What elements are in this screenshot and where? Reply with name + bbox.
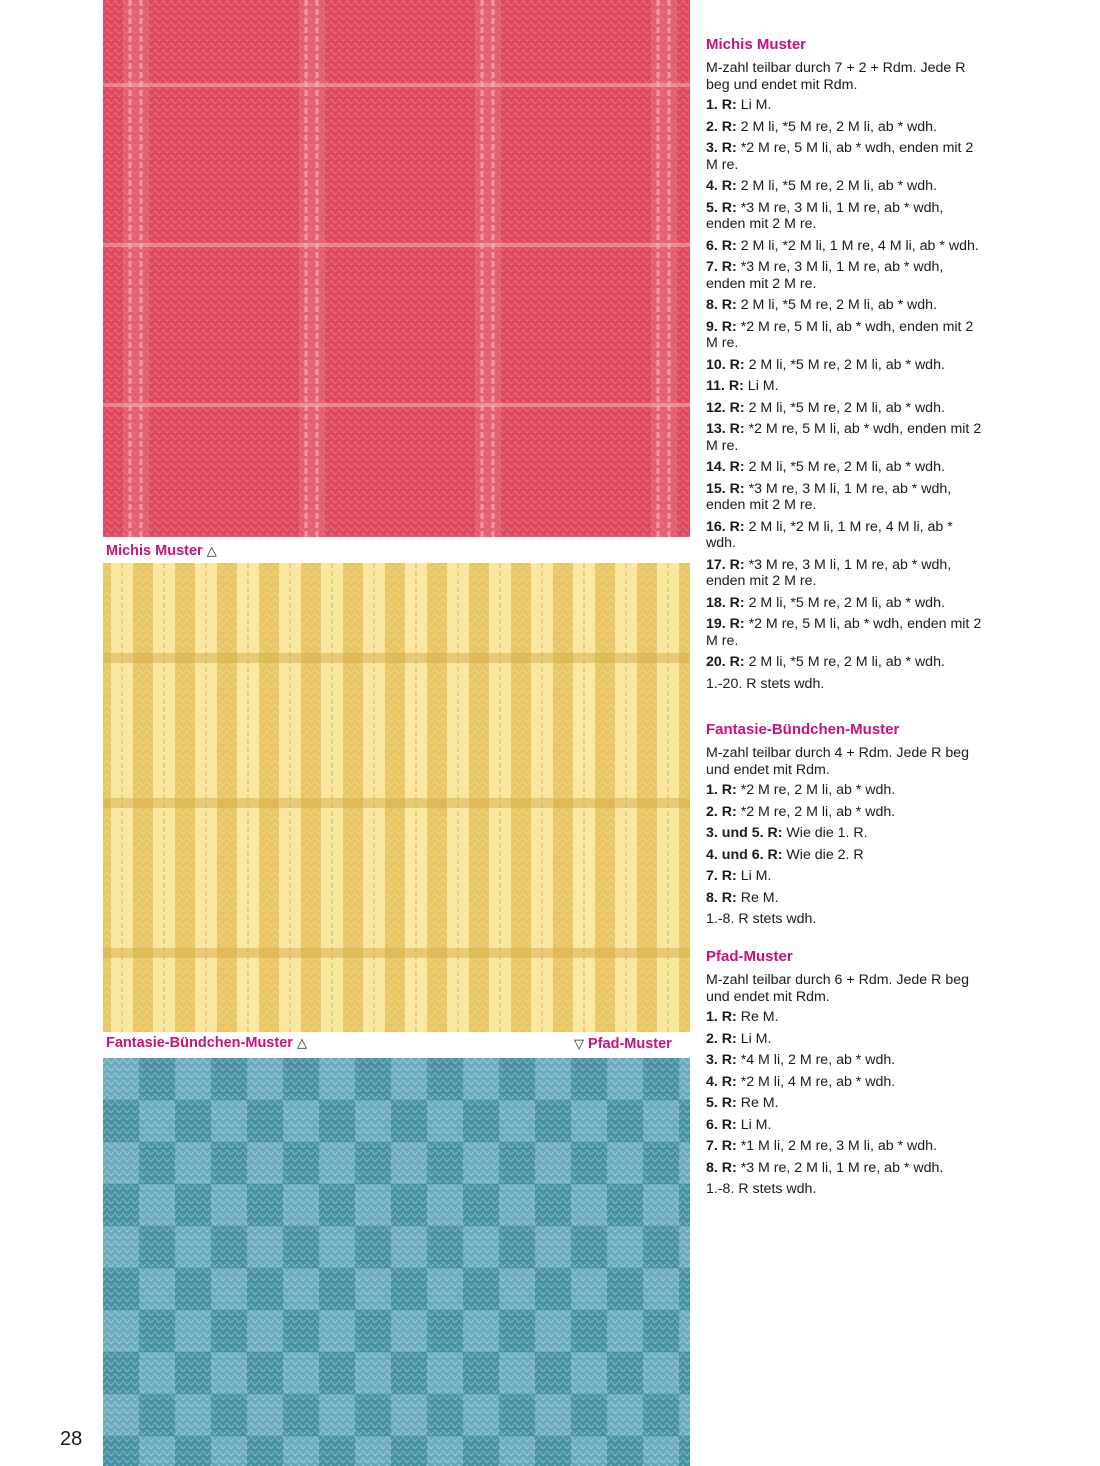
row-label: 1. R:: [706, 1009, 737, 1025]
instruction-row: [706, 1117, 984, 1134]
row-label: 3. R:: [706, 140, 737, 156]
instruction-row: [706, 459, 984, 476]
instruction-row: [706, 421, 984, 454]
repeat-note: 1.-20. R stets wdh.: [706, 675, 825, 692]
row-label: 11. R:: [706, 378, 744, 394]
row-label: 20. R:: [706, 654, 745, 670]
fantasie-buendchen-swatch: [103, 563, 690, 1032]
row-label: 8. R:: [706, 297, 737, 313]
row-label: 13. R:: [706, 421, 745, 437]
instruction-row: [706, 654, 984, 671]
section-intro: M-zahl teilbar durch 6 + Rdm. Jede R beg und endet mit Rdm.: [706, 972, 969, 1005]
instruction-row: [706, 97, 984, 114]
row-label: 5. R:: [706, 199, 737, 216]
row-label: 10. R:: [706, 356, 745, 373]
row-label: 2. R:: [706, 1030, 737, 1047]
row-label: 4. R:: [706, 178, 737, 194]
row-label: 17. R:: [706, 556, 745, 573]
row-label: 1. R:: [706, 97, 737, 113]
instruction-row: [706, 519, 984, 552]
section-title: Pfad-Muster: [706, 948, 793, 965]
row-label: 2. R:: [706, 803, 737, 820]
row-label: 19. R:: [706, 616, 745, 632]
caption-michis-muster: [106, 542, 217, 560]
michis-muster-knit-texture: [103, 0, 690, 537]
row-text: 2 M li, *5 M re, 2 M li, ab * wdh.: [744, 399, 945, 416]
instruction-row: [706, 140, 984, 173]
instruction-row: [706, 400, 984, 417]
instruction-row: [706, 890, 984, 907]
row-text: 2 M li, *5 M re, 2 M li, ab * wdh.: [744, 594, 945, 611]
row-text: *2 M re, 2 M li, ab * wdh.: [736, 782, 896, 798]
row-label: 7. R:: [706, 1138, 737, 1154]
row-text: Li M.: [743, 378, 779, 394]
instruction-row: [706, 481, 984, 514]
instruction-row: [706, 868, 984, 885]
section-michis-muster: [706, 36, 984, 697]
instruction-row: [706, 259, 984, 292]
row-text: *2 M re, 5 M li, ab * wdh, enden mit 2 M re.: [706, 318, 974, 351]
row-text: Wie die 2. R: [782, 846, 864, 863]
row-text: *2 M re, 5 M li, ab * wdh, enden mit 2 M re.: [706, 616, 982, 649]
row-label: 4. und 6. R:: [706, 846, 783, 863]
row-text: *3 M re, 3 M li, 1 M re, ab * wdh, enden mit 2 M re.: [706, 199, 944, 232]
row-label: 9. R:: [706, 318, 737, 335]
row-label: 6. R:: [706, 237, 737, 254]
caption-fantasie-buendchen-muster: [106, 1034, 307, 1052]
row-text: *3 M re, 2 M li, 1 M re, ab * wdh.: [736, 1159, 944, 1176]
repeat-note: 1.-8. R stets wdh.: [706, 1181, 817, 1197]
instruction-row: [706, 847, 984, 864]
instruction-row: [706, 119, 984, 136]
row-text: 2 M li, *5 M re, 2 M li, ab * wdh.: [736, 118, 938, 135]
row-label: 15. R:: [706, 480, 745, 497]
row-label: 5. R:: [706, 1095, 737, 1111]
up-triangle-icon: △: [206, 543, 217, 558]
row-text: Li M.: [736, 868, 772, 884]
fantasie-buendchen-knit-texture: [103, 563, 690, 1032]
instruction-row: [706, 1160, 984, 1177]
instruction-rows: [706, 1009, 984, 1176]
row-text: *1 M li, 2 M re, 3 M li, ab * wdh.: [736, 1138, 938, 1154]
row-label: 8. R:: [706, 1159, 737, 1176]
row-label: 4. R:: [706, 1073, 737, 1090]
instruction-rows: [706, 97, 984, 671]
repeat-note: 1.-8. R stets wdh.: [706, 911, 817, 927]
instruction-row: [706, 1138, 984, 1155]
down-triangle-icon: ▽: [574, 1036, 584, 1051]
caption-michis-label: Michis Muster: [106, 543, 203, 559]
row-label: 2. R:: [706, 118, 737, 135]
up-triangle-icon: △: [296, 1035, 307, 1050]
page-number: 28: [60, 1428, 83, 1450]
row-text: 2 M li, *5 M re, 2 M li, ab * wdh.: [736, 178, 938, 194]
instruction-row: [706, 1009, 984, 1026]
row-label: 12. R:: [706, 399, 745, 416]
caption-pfad-muster: [574, 1035, 672, 1053]
row-label: 7. R:: [706, 259, 737, 275]
instruction-row: [706, 238, 984, 255]
instruction-row: [706, 357, 984, 374]
michis-muster-swatch: [103, 0, 690, 537]
row-label: 3. R:: [706, 1052, 737, 1068]
row-label: 1. R:: [706, 782, 737, 798]
row-label: 18. R:: [706, 594, 745, 611]
instruction-row: [706, 297, 984, 314]
row-text: 2 M li, *5 M re, 2 M li, ab * wdh.: [744, 654, 945, 670]
row-text: 2 M li, *2 M li, 1 M re, 4 M li, ab * wdh.: [706, 518, 953, 551]
row-label: 3. und 5. R:: [706, 825, 783, 841]
row-text: *2 M re, 2 M li, ab * wdh.: [736, 803, 896, 820]
instruction-row: [706, 616, 984, 649]
row-text: 2 M li, *5 M re, 2 M li, ab * wdh.: [744, 356, 945, 373]
instruction-row: [706, 1095, 984, 1112]
row-label: 14. R:: [706, 459, 745, 475]
caption-fantasie-label: Fantasie-Bündchen-Muster: [106, 1035, 293, 1051]
row-text: *2 M re, 5 M li, ab * wdh, enden mit 2 M re.: [706, 140, 974, 173]
row-text: *2 M li, 4 M re, ab * wdh.: [736, 1073, 896, 1090]
instruction-row: [706, 1074, 984, 1091]
instruction-row: [706, 557, 984, 590]
instruction-row: [706, 825, 984, 842]
instruction-row: [706, 804, 984, 821]
row-text: 2 M li, *5 M re, 2 M li, ab * wdh.: [744, 459, 945, 475]
row-text: Li M.: [736, 97, 772, 113]
instruction-rows: [706, 782, 984, 906]
instruction-row: [706, 200, 984, 233]
row-text: 2 M li, *5 M re, 2 M li, ab * wdh.: [736, 297, 938, 313]
row-text: Re M.: [736, 1009, 779, 1025]
instruction-row: [706, 1031, 984, 1048]
row-text: *3 M re, 3 M li, 1 M re, ab * wdh, enden mit 2 M re.: [706, 556, 952, 589]
row-text: *4 M li, 2 M re, ab * wdh.: [736, 1052, 896, 1068]
row-text: *3 M re, 3 M li, 1 M re, ab * wdh, enden mit 2 M re.: [706, 480, 952, 513]
row-text: Li M.: [736, 1030, 772, 1047]
row-label: 6. R:: [706, 1116, 737, 1133]
instruction-row: [706, 178, 984, 195]
row-text: *2 M re, 5 M li, ab * wdh, enden mit 2 M re.: [706, 421, 982, 454]
caption-pfad-label: Pfad-Muster: [588, 1036, 672, 1052]
row-text: 2 M li, *2 M li, 1 M re, 4 M li, ab * wdh.: [736, 237, 979, 254]
section-title: Fantasie-Bündchen-Muster: [706, 721, 900, 738]
section-fantasie-buendchen-muster: [706, 721, 984, 933]
row-text: Wie die 1. R.: [782, 825, 868, 841]
instruction-row: [706, 595, 984, 612]
pfad-muster-swatch: [103, 1058, 690, 1466]
row-label: 7. R:: [706, 868, 737, 884]
row-text: Li M.: [736, 1116, 772, 1133]
section-intro: M-zahl teilbar durch 7 + 2 + Rdm. Jede R beg und endet mit Rdm.: [706, 60, 966, 93]
instruction-row: [706, 782, 984, 799]
instruction-row: [706, 319, 984, 352]
section-title: Michis Muster: [706, 36, 807, 53]
row-text: *3 M re, 3 M li, 1 M re, ab * wdh, enden mit 2 M re.: [706, 259, 944, 292]
row-text: Re M.: [736, 889, 779, 906]
row-label: 8. R:: [706, 889, 737, 906]
section-intro: M-zahl teilbar durch 4 + Rdm. Jede R beg und endet mit Rdm.: [706, 745, 969, 778]
section-pfad-muster: [706, 948, 984, 1203]
row-label: 16. R:: [706, 518, 745, 535]
pfad-muster-knit-texture: [103, 1058, 690, 1466]
instruction-row: [706, 1052, 984, 1069]
instruction-row: [706, 378, 984, 395]
row-text: Re M.: [736, 1095, 779, 1111]
